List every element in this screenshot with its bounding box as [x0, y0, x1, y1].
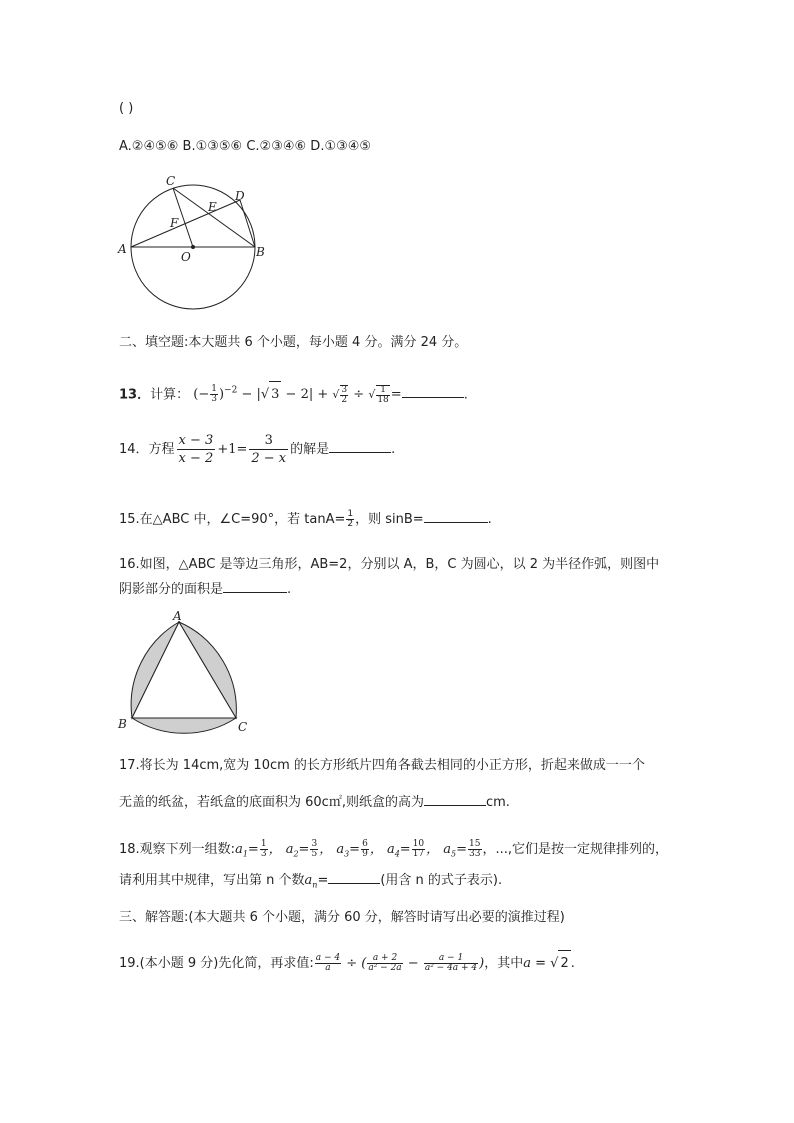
q18-answer-blank[interactable]	[328, 871, 380, 884]
question-17-line1: 17.将长为 14cm,宽为 10cm 的长方形纸片四角各截去相同的小正方形，折起来做成一一个	[119, 758, 645, 773]
label-b: B	[256, 245, 265, 259]
q13-answer-blank[interactable]	[402, 385, 464, 398]
q14-frac-left: $\frac{x - 3}{x - 2}$	[178, 433, 214, 466]
q13-prefix: 计算：	[150, 387, 190, 403]
circle-figure	[115, 170, 275, 315]
question-18-line2: 请利用其中规律，写出第 n 个数$a_n=$ (用含 n 的式子表示).	[119, 873, 503, 890]
reuleaux-figure	[115, 610, 265, 735]
q13-number: 13．	[119, 387, 151, 403]
section-3-heading: 三、解答题:(本大题共 6 个小题，满分 60 分，解答时请写出必要的演推过程)	[119, 910, 565, 925]
q15-end: .	[487, 512, 492, 527]
chord-db	[240, 200, 255, 247]
question-17-line2	[119, 793, 510, 812]
q14-frac-right: $\frac{3}{2 - x}$	[251, 433, 287, 466]
q18-sequence: $a_1=$ $\frac{1}{3}$ ， $a_2=$ $\frac{3}{5}$ ， $a_3=$ $\frac{6}{9}$ ， $a_4=$ $\frac{10}{17}$ ， $a_5=$ $\frac{15}{33}$	[235, 839, 481, 859]
q15-answer-blank[interactable]	[424, 510, 488, 523]
question-13	[119, 378, 468, 404]
q15-prefix: 15.在△ABC 中，∠C=90°，若 tanA=	[119, 512, 346, 527]
question-14: 14．方程 $\frac{x - 3}{x - 2}$ +1= $\frac{3}{2 - x}$ 的解是 .	[119, 433, 396, 466]
answer-paren: ( )	[119, 101, 134, 116]
label-a2: A	[173, 610, 182, 623]
q16-end: .	[287, 582, 292, 597]
center-dot	[191, 245, 195, 249]
question-15	[119, 508, 492, 532]
q18-line2-prefix: 请利用其中规律，写出第 n 个数	[119, 873, 305, 888]
q17-end: cm.	[485, 795, 510, 810]
q19-expr: $\frac{a - 4}{a}$ ÷ ( $\frac{a + 2}{\text{a² − 2a}}$ − $\frac{a - 1}{\text{a² − 4a + 4}}$ )	[315, 953, 485, 973]
q13-end: .	[463, 387, 468, 403]
q18-line2-suffix: (用含 n 的式子表示).	[380, 873, 503, 888]
shaded-region-bottom	[132, 718, 236, 733]
q14-end: .	[391, 442, 396, 457]
label-c2: C	[238, 720, 248, 734]
q13-expr: (− $\frac{1}{3}$ )$^{-2}$ − |√ 3 − 2| + √ $\frac{3}{2}$ ÷ √ $\frac{1}{18}$ =	[193, 387, 401, 402]
label-c: C	[166, 174, 176, 188]
label-f: F	[170, 216, 179, 230]
choice-options: A.②④⑤⑥ B.①③⑤⑥ C.②③④⑥ D.①③④⑤	[119, 139, 372, 154]
question-16-line2	[119, 580, 291, 599]
label-b2: B	[118, 717, 127, 731]
q16-line2-text: 阴影部分的面积是	[119, 582, 224, 597]
q15-fraction: $\frac{1}{2}$	[347, 509, 354, 529]
q14-suffix: 的解是	[290, 442, 330, 457]
label-a: A	[118, 242, 127, 256]
q16-answer-blank[interactable]	[223, 580, 287, 593]
question-16-line1: 16.如图，△ABC 是等边三角形，AB=2，分别以 A，B，C 为圆心，以 2 为半径作弧，则图中	[119, 557, 660, 572]
q17-answer-blank[interactable]	[424, 793, 486, 806]
question-18-line1	[119, 838, 668, 862]
q18-suffix: ，...,它们是按一定规律排列的，	[482, 842, 669, 857]
q19-suffix: ，其中	[484, 956, 524, 971]
label-d: D	[235, 189, 245, 203]
q17-line2-text: 无盖的纸盆，若纸盒的底面积为 60c㎡,则纸盒的高为	[119, 795, 424, 810]
question-19: 19.(本小题 9 分)先化简，再求值: $\frac{a - 4}{a}$ ÷ ( $\frac{a + 2}{\text{a² − 2a}}$ − $\frac{a - 1}{\text{a² − 4a + 4}}$ )，其中a = √ 2 .	[119, 950, 575, 976]
q15-mid: ，则 sinB=	[355, 512, 424, 527]
q14-answer-blank[interactable]	[329, 440, 391, 453]
section-2-heading: 二、填空题:本大题共 6 个小题，每小题 4 分。满分 24 分。	[119, 335, 468, 350]
label-o: O	[181, 250, 191, 264]
q14-prefix: 14．方程	[119, 442, 175, 457]
q18-prefix: 18.观察下列一组数:	[119, 842, 236, 857]
q19-prefix: 19.(本小题 9 分)先化简，再求值:	[119, 956, 314, 971]
label-e: E	[208, 200, 217, 214]
